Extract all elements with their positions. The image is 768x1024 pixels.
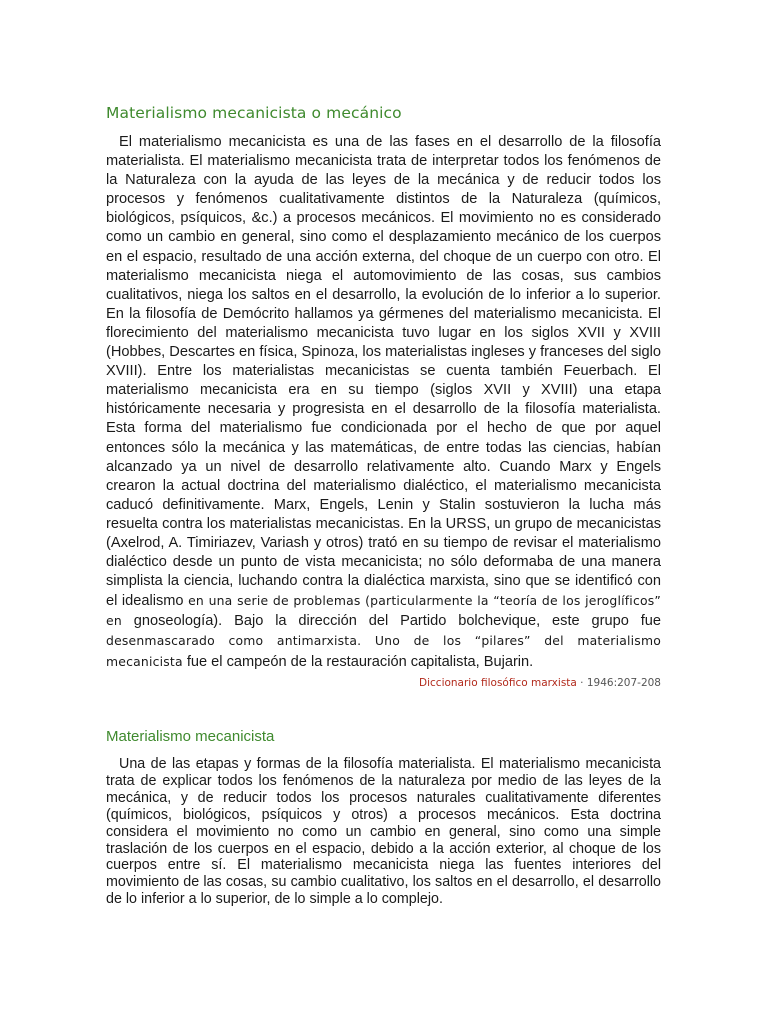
entry-title: Materialismo mecanicista o mecánico <box>106 104 402 122</box>
source-info: · 1946:207-208 <box>576 676 661 689</box>
body-text-end: fue el campeón de la restauración capitalista, Bujarin. <box>186 653 534 670</box>
entry-body <box>106 133 661 672</box>
body-text-continued: gnoseología). Bajo la dirección del Partido bolchevique, este grupo fue <box>133 613 661 630</box>
body-text-alt-font: en una serie de problemas (particularmente la “teoría de los jeroglíficos” en <box>106 593 662 629</box>
source-link[interactable]: Diccionario filosófico marxista <box>419 676 577 689</box>
source-citation <box>106 677 661 689</box>
entry-body-2: Una de las etapas y formas de la filosofía materialista. El materialismo mecanicista trata de explicar todos los fenómenos de la naturaleza por medio de las leyes de la mecánica, y de reducir todos los procesos naturales cualitativamente diferentes (químicos, biológicos, psíquicos y otros) a procesos mecánicos. Esta doctrina considera el movimiento no como un cambio en general, sino como una simple traslación de los cuerpos en el espacio, debido a la acción exterior, al choque de los cuerpos entre sí. El materialismo mecanicista niega las fuentes interiores del movimiento de las cosas, su cambio cualitativo, los saltos en el desarrollo, el desarrollo de lo inferior a lo superior, de lo simple a lo complejo. <box>106 756 661 908</box>
entry-section-1 <box>106 104 661 689</box>
body-text-alt-font-2: desenmascarado como antimarxista. Uno de los “pilares” del materialismo mecanicista <box>106 633 661 669</box>
body-text-main: El materialismo mecanicista es una de las fases en el desarrollo de la filosofía materialista. El materialismo mecanicista trata de interpretar todos los fenómenos de la Naturaleza con la ayuda de las leyes de la mecánica y de reducir todos los procesos y fenómenos cualitativamente distintos de la Naturaleza (químicos, biológicos, psíquicos, &c.) a procesos mecánicos. El movimiento no es considerado como un cambio en general, sino como el desplazamiento mecánico de los cuerpos en el espacio, resultado de una acción externa, del choque de un cuerpo con otro. El materialismo mecanicista niega el automovimiento de las cosas, sus cambios cualitativos, niega los saltos en el desarrollo, la evolución de lo inferior a lo superior. En la filosofía de Demócrito hallamos ya gérmenes del materialismo mecanicista. El florecimiento del materialismo mecanicista tuvo lugar en los siglos XVII y XVIII (Hobbes, Descartes en física, Spinoza, los materialistas ingleses y franceses del siglo XVIII). Entre los materialistas mecanicistas se cuenta también Feuerbach. El materialismo mecanicista era en su tiempo (siglos XVII y XVIII) una etapa históricamente necesaria y progresista en el desarrollo de la filosofía materialista. Esta forma del materialismo fue condicionada por el hecho de que por aquel entonces sólo la mecánica y las matemáticas, de entre todas las ciencias, habían alcanzado ya un nivel de desarrollo relativamente alto. Cuando Marx y Engels crearon la actual doctrina del materialismo dialéctico, el materialismo mecanicista caducó definitivamente. Marx, Engels, Lenin y Stalin sostuvieron la lucha más resuelta contra los materialistas mecanicistas. En la URSS, un grupo de mecanicistas (Axelrod, A. Timiriazev, Variash y otros) trató en su tiempo de revisar el materialismo dialéctico desde un punto de vista mecanicista; no sólo deformaba de una manera simplista la ciencia, luchando contra la dialéctica marxista, sino que se identificó con el idealismo <box>106 134 661 610</box>
entry-title-2: Materialismo mecanicista <box>106 728 275 745</box>
entry-section-2 <box>106 728 661 908</box>
